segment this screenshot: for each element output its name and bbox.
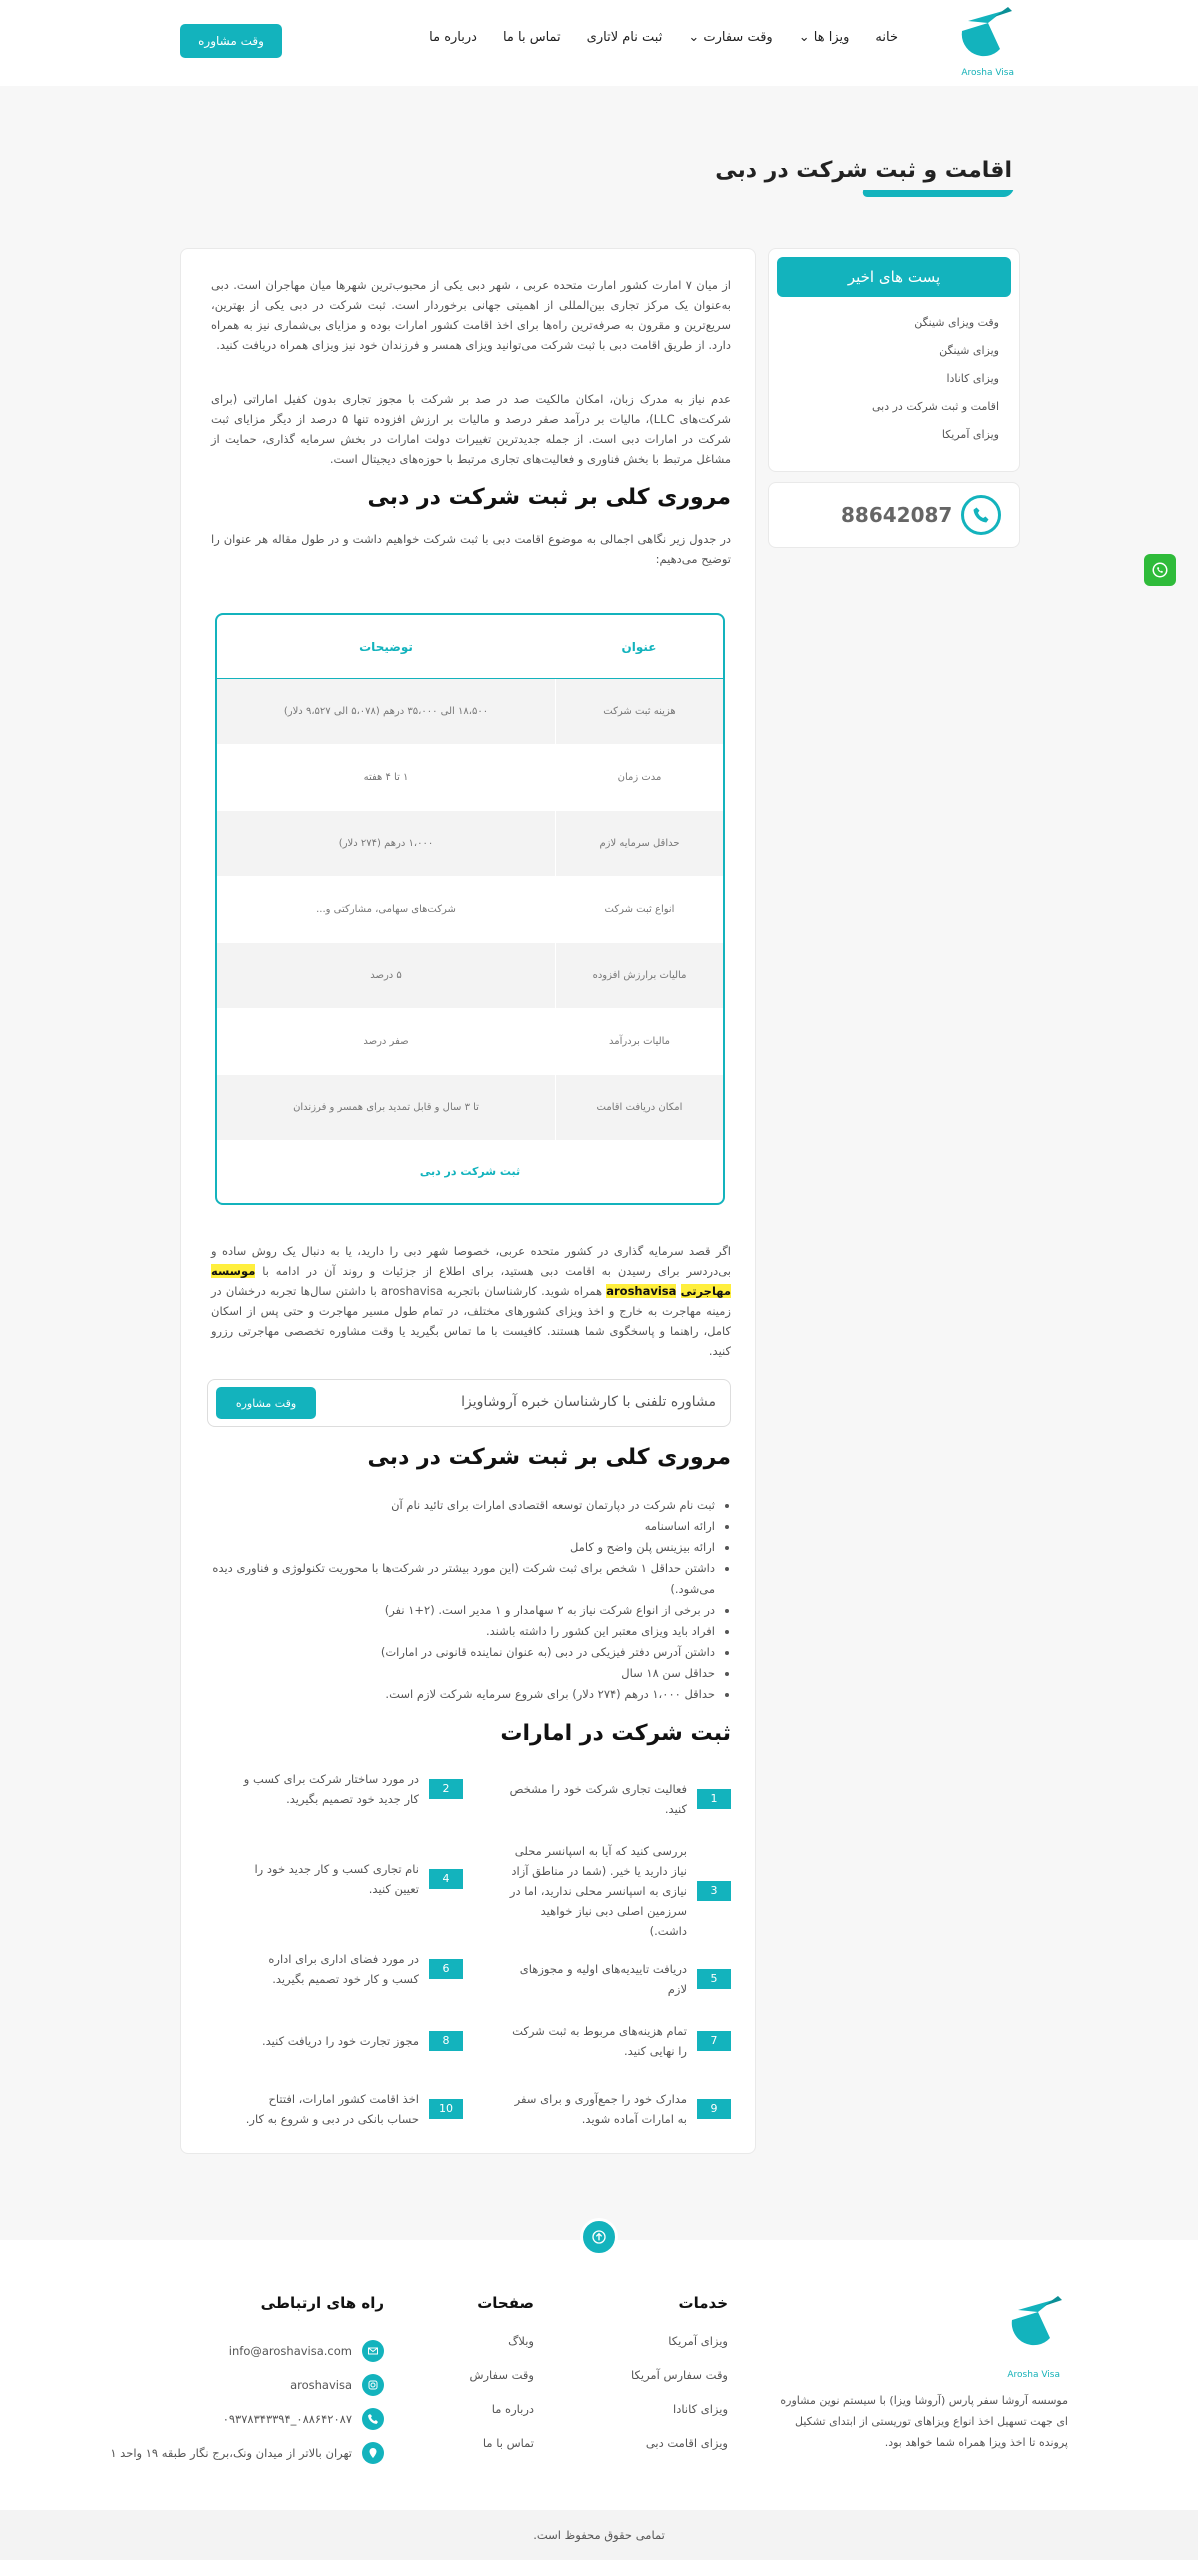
table-row [217, 745, 723, 811]
phone-number[interactable]: 88642087 [841, 503, 953, 527]
step-number: 9 [697, 2099, 731, 2119]
step-number: 2 [429, 1779, 463, 1799]
site-header [0, 0, 1198, 86]
overview-table [215, 613, 725, 1205]
step-item [507, 1779, 731, 1819]
page-title: اقامت و ثبت شرکت در دبی [715, 158, 1012, 183]
list-item: • ثبت نام شرکت در دپارتمان توسعه اقتصادی امارات برای تائید نام آن [211, 1495, 715, 1516]
step-number: 4 [429, 1869, 463, 1889]
table-cell: انواع ثبت شرکت [555, 877, 723, 942]
table-intro: در جدول زیر نگاهی اجمالی به موضوع اقامت دبی با ثبت شرکت خواهیم داشت و در طول مقاله هر عنوان را توضیح می‌دهیم: [211, 532, 731, 566]
footer-link[interactable]: وقت سفارش [469, 2368, 534, 2382]
step-item [507, 2021, 731, 2061]
phone-icon [362, 2408, 384, 2430]
step-item [239, 1949, 463, 1989]
table-cell: مدت زمان [555, 745, 723, 810]
table-header [217, 615, 723, 679]
contact-email-text: info@aroshavisa.com [228, 2344, 352, 2358]
recent-post-item[interactable]: ویزای شینگن [939, 344, 999, 357]
table-cell: مالیات برارزش افزوده [555, 943, 723, 1008]
title-underline [861, 190, 1014, 197]
consultation-button[interactable]: وقت مشاوره [180, 24, 282, 58]
footer-link[interactable]: وبلاگ [508, 2334, 534, 2348]
table-cell: ۱ تا ۴ هفته [363, 772, 409, 783]
step-number: 6 [429, 1959, 463, 1979]
step-text: مدارک خود را جمع‌آوری و برای سفر به امارات آماده شوید. [514, 2092, 687, 2126]
contact-address [110, 2436, 384, 2470]
copyright: تمامی حقوق محفوظ است. [0, 2510, 1198, 2560]
list-item: • داشتن آدرس دفتر فیزیکی در دبی (به عنوان نماینده قانونی در امارات) [211, 1642, 715, 1663]
list-item: • داشتن حداقل ۱ شخص برای ثبت شرکت (این مورد بیشتر در شرکت‌ها با محوریت تکنولوژی و فناوری دیده می‌شود.) [211, 1558, 715, 1600]
step-text: دریافت تاییدیه‌های اولیه و مجوزهای لازم [519, 1962, 687, 1996]
footer-logo-text: Arosha Visa [1007, 2370, 1060, 2380]
recent-post-item[interactable]: ویزای آمریکا [941, 428, 999, 441]
recent-posts-list [872, 309, 999, 449]
table-cell: صفر درصد [363, 1036, 409, 1047]
footer-link[interactable]: ویزای اقامت دبی [645, 2436, 728, 2450]
intro-paragraph: از میان ۷ امارت کشور امارت متحده عربی ، شهر دبی یکی از محبوب‌ترین شهرها میان مهاجران است. دبی به‌عنوان یک مرکز تجاری بین‌المللی از اهمیتی جهانی برخوردار است. ثبت شرکت در دبی یکی از بهترین، سریع‌ترین و مقرون به صرفه‌ترین راه‌ها برای اخذ اقامت کشور امارات بوده و مزایای بی‌شماری نیز به همراه دارد. از طریق اقامت دبی با ثبت شرکت می‌توانید ویزای همسر و فرزندان خود نیز ویزای همراه دریافت کنید. [211, 278, 731, 352]
footer-column-title: راه های ارتباطی [260, 2294, 384, 2312]
phone-widget[interactable] [768, 482, 1020, 548]
consult-text: مشاوره تلفنی با کارشناسان خبره آروشاویزا [461, 1394, 716, 1410]
hero-section [0, 86, 1198, 246]
step-item [507, 2089, 731, 2129]
table-row [217, 811, 723, 877]
table-cell: مالیات بردرآمد [555, 1009, 723, 1074]
footer-link[interactable]: درباره ما [491, 2402, 534, 2416]
footer-link[interactable]: ویزای کانادا [673, 2402, 728, 2416]
footer-services [631, 2294, 728, 2470]
step-item [507, 1959, 731, 1999]
recent-post-item[interactable]: وقت ویزای شینگن [914, 316, 999, 329]
table-row [217, 1009, 723, 1075]
table-cell: حداقل سرمایه لازم [555, 811, 723, 876]
footer-link[interactable]: ویزای آمریکا [668, 2334, 728, 2348]
list-item: • افراد باید ویزای معتبر این کشور را داشته باشند. [211, 1621, 715, 1642]
section-heading: مروری کلی بر ثبت شرکت در دبی [367, 1445, 731, 1470]
main-nav [429, 30, 898, 45]
table-cell: تا ۳ سال و قابل تمدید برای همسر و فرزندان [293, 1102, 479, 1113]
nav-visas[interactable] [799, 30, 850, 45]
contact-instagram[interactable] [110, 2368, 384, 2402]
highlight-link[interactable]: aroshavisa [606, 1284, 677, 1298]
table-header-cell: توضیحات [359, 639, 413, 654]
step-item [239, 2089, 463, 2129]
footer-column-title: صفحات [477, 2294, 534, 2312]
step-item [239, 2031, 463, 2051]
cta-paragraph-end: همراه شوید. کارشناسان باتجربه aroshavisa با داشتن سال‌ها تجربه درخشان در زمینه مهاجرت به خارج و اخذ ویزای کشورهای مختلف، در تمام طول مسیر مهاجرت و حتی پس از اسکان کامل، راهنما و پاسخگوی شما هستند. کافیست با ما تماس بگیرید یا وقت مشاوره تخصصی مهاجرتی رزرو کنید. [211, 1284, 731, 1358]
contact-phone-text: ۰۸۸۶۴۲۰۸۷_۰۹۳۷۸۳۴۳۳۹۴ [222, 2412, 352, 2426]
list-item: • در برخی از انواع شرکت نیاز به ۲ سهامدار و ۱ مدیر است. (۲+۱ نفر) [211, 1600, 715, 1621]
logo-text: Arosha Visa [961, 68, 1014, 78]
list-item: • حداقل ۱،۰۰۰ درهم (۲۷۴ دلار) برای شروع سرمایه شرکت لازم است. [211, 1684, 715, 1705]
table-cell: ۱،۰۰۰ درهم (۲۷۴ دلار) [338, 838, 434, 849]
step-item [507, 1841, 731, 1941]
footer-pages [469, 2294, 534, 2470]
chevron-down-icon: ⌄ [688, 30, 700, 45]
step-text: تمام هزینه‌های مربوط به ثبت شرکت را نهایی کنید. [512, 2024, 687, 2058]
highlight-link[interactable]: موسسه مهاجرتی [211, 1264, 732, 1298]
nav-lottery[interactable]: ثبت نام لاتاری [586, 30, 663, 45]
step-text: بررسی کنید که آیا به اسپانسر محلی نیاز دارید یا خیر. (شما در مناطق آزاد نیازی به اسپانسر محلی ندارید، اما در سرزمین اصلی دبی نیاز خواهید داشت.) [509, 1844, 687, 1938]
table-row [217, 1075, 723, 1141]
footer-contact [110, 2294, 384, 2470]
registration-steps [207, 1769, 731, 2149]
scroll-to-top-button[interactable] [580, 2218, 618, 2256]
section-heading: مروری کلی بر ثبت شرکت در دبی [367, 485, 731, 510]
email-icon [362, 2340, 384, 2362]
section-heading: ثبت شرکت در امارات [500, 1721, 731, 1746]
step-text: در مورد فضای اداری برای اداره کسب و کار خود تصمیم بگیرید. [268, 1952, 419, 1986]
nav-home[interactable]: خانه [875, 30, 898, 45]
footer-link[interactable]: وقت سفارس آمریکا [631, 2368, 728, 2382]
requirements-list [211, 1495, 731, 1705]
consult-button[interactable]: وقت مشاوره [216, 1387, 316, 1419]
nav-embassy[interactable] [688, 30, 772, 45]
chevron-down-icon: ⌄ [798, 30, 810, 45]
footer-description: موسسه آروشا سفر پارس (آروشا ویزا) با سیستم نوین مشاوره ای جهت تسهیل اخذ انواع ویزاهای توریستی از ابتدای تشکیل پرونده تا اخذ ویزا همراه شما خواهد بود. [780, 2394, 1068, 2449]
nav-about[interactable]: درباره ما [429, 30, 477, 45]
nav-contact[interactable]: تماس با ما [502, 30, 561, 45]
table-row [217, 943, 723, 1009]
step-number: 8 [429, 2031, 463, 2051]
list-item: • حداقل سن ۱۸ سال [211, 1663, 715, 1684]
table-row [217, 877, 723, 943]
whatsapp-icon[interactable] [1144, 554, 1176, 586]
step-number: 10 [429, 2099, 463, 2119]
table-cell: ۱۸،۵۰۰ الی ۳۵،۰۰۰ درهم (۵،۰۷۸ الی ۹،۵۲۷ دلار) [283, 706, 489, 717]
recent-post-item[interactable]: اقامت و ثبت شرکت در دبی [872, 400, 999, 413]
cta-paragraph-start: اگر قصد سرمایه گذاری در کشور متحده عربی، خصوصا شهر دبی را دارید، یا به دنبال یک روش ساده و بی‌دردسر برای رسیدن به اقامت دبی هستید، برای اطلاع از جزئیات و روند آن در ادامه با [211, 1244, 732, 1278]
arrow-up-icon [591, 2229, 607, 2245]
table-footer: ثبت شرکت در دبی [419, 1164, 521, 1178]
step-text: در مورد ساختار شرکت برای کسب و کار جدید خود تصمیم بگیرید. [243, 1772, 419, 1806]
table-cell: هزینه ثبت شرکت [555, 679, 723, 744]
table-cell: ۵ درصد [370, 970, 402, 981]
step-text: نام تجاری کسب و کار جدید خود را تعیین کنید. [254, 1862, 419, 1896]
list-item: • ارائه بیزینس پلن واضح و کامل [211, 1537, 715, 1558]
benefits-paragraph: عدم نیاز به مدرک زبان، امکان مالکیت صد در صد بر شرکت با مجوز تجاری بدون کفیل اماراتی (برای شرکت‌های LLC)، مالیات بر درآمد صفر درصد و مالیات بر ارزش افزوده تنها ۵ درصد از دیگر مزایای ثبت شرکت در امارات دبی است. از جمله جدیدترین تغییرات دولت امارات در بخش سرمایه گذاری، حمایت از مشاغل مرتبط با بخش فناوری و فعالیت‌های تجاری مرتبط با حوزه‌های دیجیتال است. [211, 392, 731, 466]
step-item [239, 1859, 463, 1899]
nav-embassy-label: وقت سفارت [703, 30, 773, 45]
footer-logo-icon[interactable] [998, 2290, 1068, 2370]
table-cell: امکان دریافت اقامت [555, 1075, 723, 1140]
step-text: اخذ اقامت کشور امارات، افتتاح حساب بانکی در دبی و شروع به کار. [245, 2092, 419, 2126]
step-number: 3 [697, 1881, 731, 1901]
contact-instagram-text: aroshavisa [290, 2378, 352, 2392]
step-number: 7 [697, 2031, 731, 2051]
location-icon [362, 2442, 384, 2464]
cta-paragraph [211, 1241, 731, 1361]
contact-address-text: تهران بالاتر از میدان ونک،برج نگار طبقه ۱۹ واحد ۱ [110, 2446, 352, 2460]
contact-email[interactable] [110, 2334, 384, 2368]
site-footer [0, 2240, 1198, 2510]
phone-icon[interactable] [961, 495, 1001, 535]
footer-column-title: خدمات [678, 2294, 728, 2312]
recent-posts-widget [768, 248, 1020, 472]
instagram-icon [362, 2374, 384, 2396]
recent-posts-title: پست های اخیر [777, 257, 1011, 297]
recent-post-item[interactable]: ویزای کانادا [946, 372, 999, 385]
table-header-cell: عنوان [621, 639, 657, 654]
step-number: 1 [697, 1789, 731, 1809]
article [180, 248, 756, 2154]
step-number: 5 [697, 1969, 731, 1989]
footer-link[interactable]: تماس با ما [482, 2436, 534, 2450]
phone-consult-box [207, 1379, 731, 1427]
step-text: فعالیت تجاری شرکت خود را مشخص کنید. [509, 1782, 687, 1816]
list-item: • ارائه اساسنامه [211, 1516, 715, 1537]
step-item [239, 1769, 463, 1809]
nav-visas-label: ویزا ها [813, 30, 850, 45]
step-text: مجوز تجارت خود را دریافت کنید. [261, 2034, 419, 2048]
contact-phone[interactable] [110, 2402, 384, 2436]
table-row [217, 679, 723, 745]
table-cell: شرکت‌های سهامی، مشارکتی و... [316, 904, 456, 915]
